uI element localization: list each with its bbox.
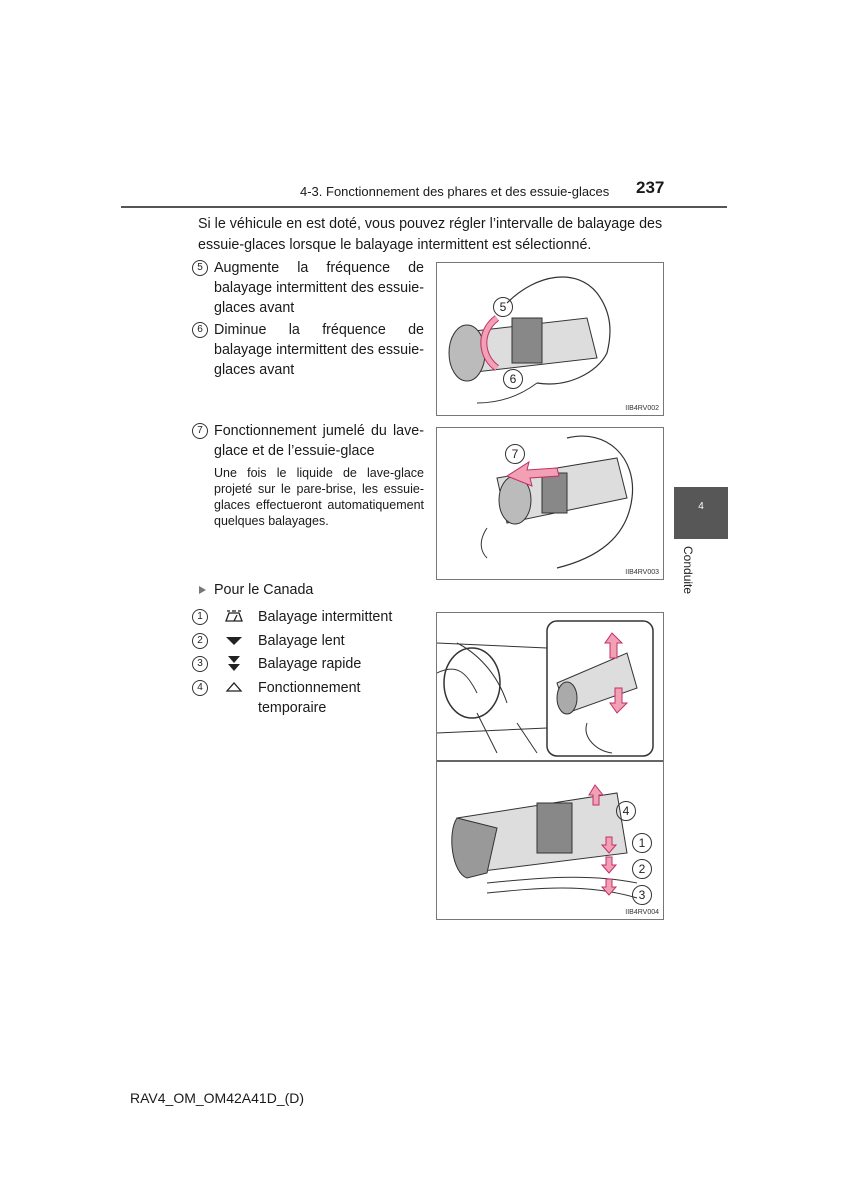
item-number: 2 xyxy=(192,633,208,649)
figure-code: IIB4RV003 xyxy=(625,569,659,576)
figure-washer xyxy=(436,427,664,580)
item-number: 6 xyxy=(192,322,208,338)
header-divider xyxy=(121,206,727,208)
triangle-up-outline-icon xyxy=(225,681,243,693)
figure-code: IIB4RV002 xyxy=(625,405,659,412)
item-number: 1 xyxy=(192,609,208,625)
intro-paragraph: Si le véhicule en est doté, vous pouvez régler l’intervalle de balayage des essuie-glaces lorsque le balayage intermittent est sélectionné. xyxy=(198,216,663,253)
chapter-label: Conduite xyxy=(681,546,695,595)
callout-6: 6 xyxy=(503,369,523,389)
item-text: Balayage intermittent xyxy=(258,609,393,625)
item-text: Fonctionnement temporaire xyxy=(258,680,361,716)
pointer-triangle-icon xyxy=(199,586,206,594)
item-text: Augmente la fréquence de balayage intermittent des essuie-glaces avant xyxy=(214,260,424,316)
figure-code: IIB4RV004 xyxy=(625,909,659,916)
item-number: 3 xyxy=(192,656,208,672)
item-text: Fonctionnement jumelé du lave-glace et de l’essuie-glace xyxy=(214,423,424,459)
callout-3: 3 xyxy=(632,885,652,905)
canada-wiper-illustration xyxy=(437,613,663,919)
chapter-tab: 4 xyxy=(674,487,728,539)
item-number: 7 xyxy=(192,423,208,439)
callout-2: 2 xyxy=(632,859,652,879)
item-number: 5 xyxy=(192,260,208,276)
figure-canada-wiper xyxy=(436,612,664,920)
callout-4: 4 xyxy=(616,801,636,821)
intermittent-wiper-icon xyxy=(224,609,244,625)
item-note: Une fois le liquide de lave-glace projeté sur le pare-brise, les essuie-glaces effectueront automatiquement quelques balayages. xyxy=(214,466,424,528)
document-code: RAV4_OM_OM42A41D_(D) xyxy=(130,1090,305,1106)
callout-5: 5 xyxy=(493,297,513,317)
washer-lever-illustration xyxy=(437,428,663,579)
triangle-down-icon xyxy=(225,635,243,647)
callout-7: 7 xyxy=(505,444,525,464)
wiper-lever-illustration xyxy=(437,263,663,415)
item-text: Balayage rapide xyxy=(258,656,362,672)
callout-1: 1 xyxy=(632,833,652,853)
item-number: 4 xyxy=(192,680,208,696)
section-title: 4-3. Fonctionnement des phares et des essuie-glaces xyxy=(300,184,610,199)
item-text: Balayage lent xyxy=(258,633,345,649)
item-text: Diminue la fréquence de balayage intermittent des essuie-glaces avant xyxy=(214,322,424,378)
figure-wiper-frequency xyxy=(436,262,664,416)
canada-heading: Pour le Canada xyxy=(214,582,314,598)
page-number: 237 xyxy=(636,178,665,197)
double-triangle-down-icon xyxy=(227,655,241,673)
